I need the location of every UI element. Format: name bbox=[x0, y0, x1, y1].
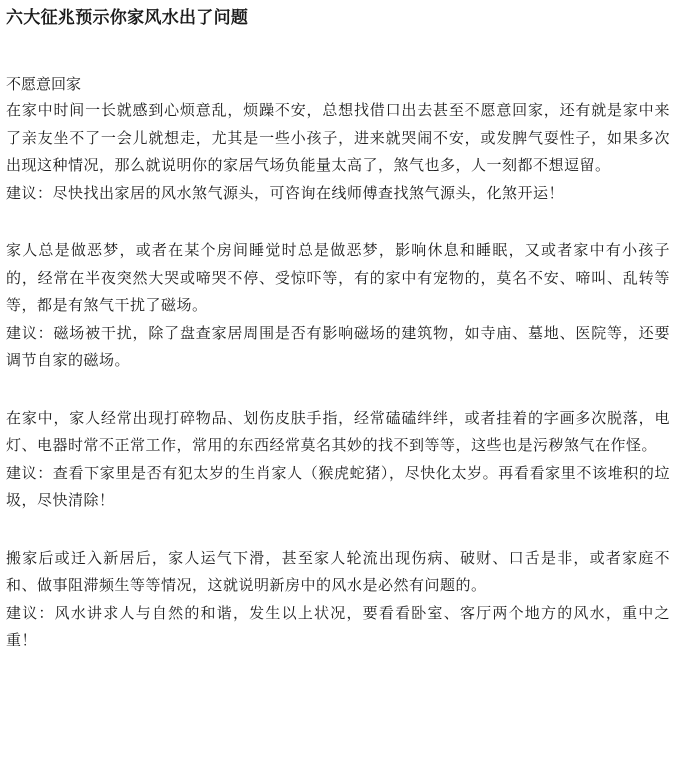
article-title: 六大征兆预示你家风水出了问题 bbox=[6, 8, 249, 28]
section2 bbox=[6, 237, 670, 375]
section3 bbox=[6, 405, 670, 515]
section2-advice: 建议：磁场被干扰，除了盘查家居周围是否有影响磁场的建筑物，如寺庙、墓地、医院等，还要调节自家的磁场。 bbox=[6, 323, 670, 369]
section1-heading: 不愿意回家 bbox=[6, 75, 82, 93]
section1-text: 在家中时间一长就感到心烦意乱，烦躁不安，总想找借口出去甚至不愿意回家，还有就是家中来了亲友坐不了一会儿就想走，尤其是一些小孩子，进来就哭闹不安，或发脾气耍性子，如果多次出现这种情况，那么就说明你的家居气场负能量太高了，煞气也多，人一刻都不想逗留。 bbox=[6, 101, 670, 174]
section4-text: 搬家后或迁入新居后，家人运气下滑，甚至家人轮流出现伤病、破财、口舌是非，或者家庭不和、做事阻滞频生等等情况，这就说明新房中的风水是必然有问题的。 bbox=[6, 548, 670, 594]
section4 bbox=[6, 545, 670, 655]
section3-advice: 建议：查看下家里是否有犯太岁的生肖家人（猴虎蛇猪），尽快化太岁。再看看家里不该堆积的垃圾，尽快清除！ bbox=[6, 463, 670, 509]
section4-advice: 建议：风水讲求人与自然的和谐，发生以上状况，要看看卧室、客厅两个地方的风水，重中之重！ bbox=[6, 603, 670, 649]
section1-advice: 建议：尽快找出家居的风水煞气源头，可咨询在线师傅查找煞气源头，化煞开运！ bbox=[6, 183, 565, 202]
section2-text: 家人总是做恶梦，或者在某个房间睡觉时总是做恶梦，影响休息和睡眠，又或者家中有小孩子的，经常在半夜突然大哭或啼哭不停、受惊吓等，有的家中有宠物的，莫名不安、啼叫、乱转等等，都是有煞气干扰了磁场。 bbox=[6, 241, 670, 314]
section3-text: 在家中，家人经常出现打碎物品、划伤皮肤手指，经常磕磕绊绊，或者挂着的字画多次脱落，电灯、电器时常不正常工作，常用的东西经常莫名其妙的找不到等等，这些也是污秽煞气在作怪。 bbox=[6, 408, 670, 454]
